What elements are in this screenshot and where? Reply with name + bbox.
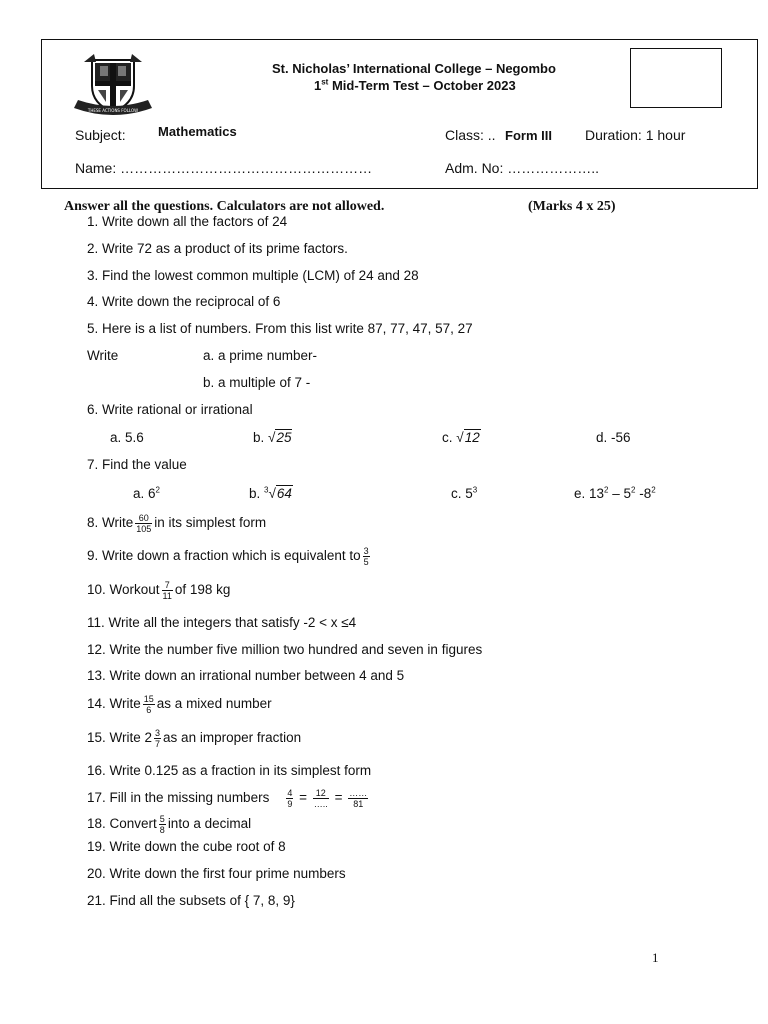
question-11: 11. Write all the integers that satisfy -2 < x ≤4 xyxy=(87,615,357,630)
instructions: Answer all the questions. Calculators are not allowed. xyxy=(64,199,385,214)
question-20: 20. Write down the first four prime numbers xyxy=(87,866,346,881)
question-17: 17. Fill in the missing numbers $\frac{4}{9}$ = $\frac{12}{\dots..}$ = $\frac{\dots\dots}{81}$ xyxy=(87,788,368,809)
question-8: 8. Write $\frac{60}{105}$ in its simplest form xyxy=(87,513,267,534)
question-5a: a. a prime number- xyxy=(203,348,318,363)
class-value: Form III xyxy=(505,128,552,143)
adm-no-field: Adm. No: ……………….. xyxy=(445,160,600,176)
question-5: 5. Here is a list of numbers. From this list write 87, 77, 47, 57, 27 xyxy=(87,321,473,336)
school-crest-logo xyxy=(70,52,156,122)
question-7a: a. $6^2$ xyxy=(133,485,160,501)
question-7c: c. $5^3$ xyxy=(451,485,478,501)
question-9: 9. Write down a fraction which is equivalent to $\frac{3}{5}$ xyxy=(87,546,369,567)
question-6: 6. Write rational or irrational xyxy=(87,402,253,417)
question-14: 14. Write $\frac{15}{6}$ as a mixed number xyxy=(87,694,272,715)
school-name: St. Nicholas’ International College – Negombo xyxy=(272,61,556,76)
marks: (Marks 4 x 25) xyxy=(528,199,616,214)
question-5-write: Write xyxy=(87,348,119,363)
question-10: 10. Workout $\frac{7}{11}$ of 198 kg xyxy=(87,580,231,601)
question-21: 21. Find all the subsets of { 7, 8, 9} xyxy=(87,893,295,908)
question-6a: a. 5.6 xyxy=(110,430,144,445)
question-6d: d. -56 xyxy=(596,430,631,445)
question-4: 4. Write down the reciprocal of 6 xyxy=(87,294,281,309)
duration: Duration: 1 hour xyxy=(585,127,686,143)
page-number: 1 xyxy=(652,950,659,965)
svg-text:THESE ACTIONS FOLLOW: THESE ACTIONS FOLLOW xyxy=(87,108,139,113)
question-5b: b. a multiple of 7 - xyxy=(203,375,311,390)
test-title: 1st Mid-Term Test – October 2023 xyxy=(314,77,516,93)
question-7b: b. $^3$√64 xyxy=(249,485,292,501)
class-label: Class: .. xyxy=(445,127,496,143)
question-16: 16. Write 0.125 as a fraction in its simplest form xyxy=(87,763,372,778)
photo-box xyxy=(630,48,722,108)
subject-value: Mathematics xyxy=(158,124,237,139)
question-19: 19. Write down the cube root of 8 xyxy=(87,839,286,854)
question-1: 1. Write down all the factors of 24 xyxy=(87,214,288,229)
equals-sign-2: = xyxy=(334,790,343,806)
subject-label: Subject: xyxy=(75,127,126,143)
question-3: 3. Find the lowest common multiple (LCM) of 24 and 28 xyxy=(87,268,419,283)
question-6c: c. √12 xyxy=(442,430,480,445)
question-7: 7. Find the value xyxy=(87,457,187,472)
question-15: 15. Write 2 $\frac{3}{7}$ as an improper fraction xyxy=(87,728,302,749)
question-6b: b. √25 xyxy=(253,430,292,445)
question-18: 18. Convert $\frac{5}{8}$ into a decimal xyxy=(87,814,252,835)
name-field: Name: ……………………………………………… xyxy=(75,160,373,176)
question-2: 2. Write 72 as a product of its prime factors. xyxy=(87,241,348,256)
question-13: 13. Write down an irrational number between 4 and 5 xyxy=(87,668,405,683)
question-12: 12. Write the number five million two hundred and seven in figures xyxy=(87,642,483,657)
question-7e: e. $13^2 - 5^2$ $-8^2$ xyxy=(574,485,656,501)
